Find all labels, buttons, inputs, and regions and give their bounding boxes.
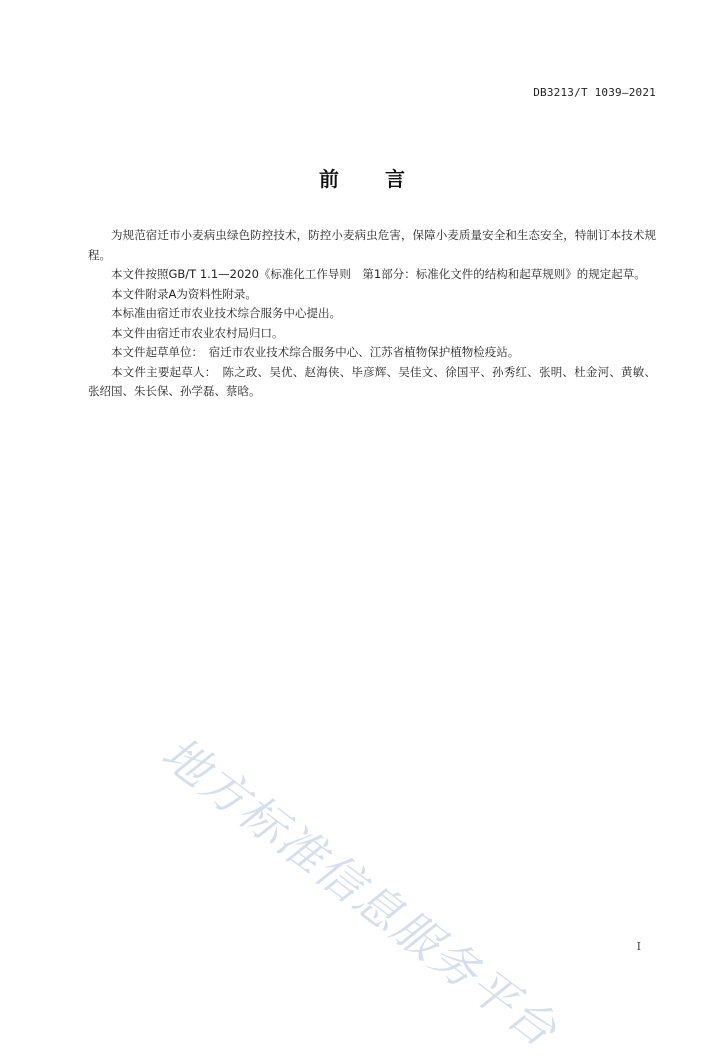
page-title [0, 163, 724, 192]
paragraph-drafting-rules: 本文件按照GB/T 1.1—2020《标准化工作导则 第1部分：标准化文件的结构和起草规则》的规定起草。 [111, 267, 646, 281]
title-char-1: 前 [319, 167, 339, 191]
page-number: I [636, 940, 641, 953]
document-code: DB3213/T 1039—2021 [533, 86, 656, 99]
watermark: 地方标准信息服务平台 [151, 725, 568, 1058]
title-char-2: 言 [385, 167, 405, 191]
paragraph-drafting-units: 本文件起草单位： 宿迁市农业技术综合服务中心、江苏省植物保护植物检疫站。 [111, 345, 520, 359]
paragraph-drafters: 本文件主要起草人： 陈之政、吴优、赵海侠、毕彦辉、吴佳文、徐国平、孙秀红、张明、杜金河、黄敏、张绍国、朱长保、孙学磊、蔡晗。 [88, 364, 656, 398]
paragraph-administrator: 本文件由宿迁市农业农村局归口。 [111, 325, 284, 340]
paragraph-purpose: 为规范宿迁市小麦病虫绿色防控技术，防控小麦病虫危害，保障小麦质量安全和生态安全，特制订本技术规程。 [88, 228, 656, 262]
foreword-body [88, 226, 656, 402]
paragraph-proposer: 本标准由宿迁市农业技术综合服务中心提出。 [111, 306, 341, 320]
paragraph-appendix: 本文件附录A为资料性附录。 [111, 286, 257, 301]
